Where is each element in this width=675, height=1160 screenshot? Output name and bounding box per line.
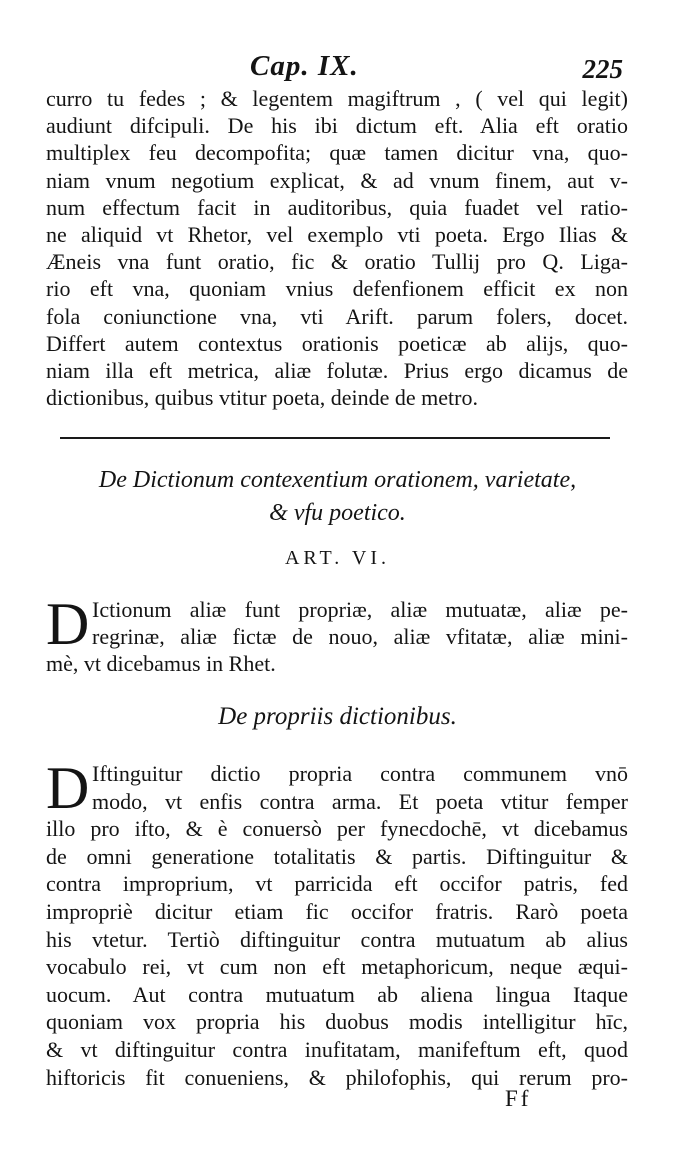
subheading: De propriis dictionibus.	[218, 703, 457, 730]
text-line: de omni generatione totalitatis & partis. Diftinguitur &	[46, 843, 628, 869]
text-line: modo, vt enfis contra arma. Et poeta vtitur femper	[92, 788, 628, 814]
text-line: contra improprium, vt parricida eft occifor patris, fed	[46, 871, 628, 897]
section-heading-line-1: De Dictionum contexentium orationem, varietate,	[98, 467, 577, 493]
text-line: regrinæ, aliæ fictæ de nouo, aliæ vfitatæ, aliæ mini-	[92, 624, 628, 650]
text-line: Differt autem contextus orationis poeticæ ab alijs, quo-	[46, 330, 628, 356]
page-number: 225	[582, 54, 623, 84]
text-line: curro tu fedes ; & legentem magiftrum , ( vel qui legit)	[46, 86, 628, 111]
text-line: mè, vt dicebamus in Rhet.	[46, 651, 276, 677]
running-head	[0, 50, 675, 90]
paragraph-3	[46, 755, 628, 1091]
text-line: audiunt difcipuli. De his ibi dictum eft. Alia eft oratio	[46, 113, 628, 139]
section-heading-line-2: & vfu poetico.	[269, 500, 406, 526]
text-line: Æneis vna funt oratio, fic & oratio Tullij pro Q. Liga-	[46, 249, 628, 275]
text-line: Ictionum aliæ funt propriæ, aliæ mutuatæ, aliæ pe-	[92, 597, 628, 622]
text-line: fola coniunctione vna, vti Arift. parum folers, docet.	[46, 303, 628, 329]
text-line: ne aliquid vt Rhetor, vel exemplo vti poeta. Ergo Ilias &	[46, 221, 628, 247]
chapter-title: Cap. IX.	[250, 50, 359, 82]
text-line: multiplex feu decompofita; quæ tamen dicitur vna, quo-	[46, 140, 628, 166]
text-line: dictionibus, quibus vtitur poeta, deinde de metro.	[46, 385, 478, 411]
article-label: ART. VI.	[284, 547, 391, 569]
signature-mark: Ff	[505, 1086, 532, 1111]
text-line: num effectum facit in auditoribus, quia fuadet vel ratio-	[46, 194, 628, 220]
text-line: illo pro ifto, & è conuersò per fynecdochē, vt dicebamus	[46, 816, 628, 842]
paragraph-2	[46, 591, 628, 678]
text-line: rio eft vna, quoniam vnius defenfionem efficit ex non	[46, 276, 628, 302]
text-line: Iftinguitur dictio propria contra communem vnō	[92, 761, 628, 786]
paragraph-1	[46, 85, 628, 411]
section-divider	[60, 437, 610, 439]
text-line: uocum. Aut contra mutuatum ab aliena lingua Itaque	[46, 981, 628, 1007]
drop-cap: D	[46, 591, 90, 657]
text-line: his vtetur. Tertiò diftinguitur contra mutuatum ab alius	[46, 926, 628, 952]
text-line: vocabulo rei, vt cum non eft metaphoricum, neque æqui-	[46, 954, 628, 980]
text-line: impropriè dicitur etiam fic occifor fratris. Rarò poeta	[46, 898, 628, 924]
text-line: & vt diftinguitur contra inufitatam, manifeftum eft, quod	[46, 1036, 628, 1062]
text-line: quoniam vox propria his duobus modis intelligitur hīc,	[46, 1009, 628, 1035]
drop-cap: D	[46, 755, 90, 821]
text-line: hiftoricis fit conueniens, & philofophis, qui rerum pro-	[46, 1064, 628, 1090]
text-line: niam illa eft metrica, aliæ folutæ. Prius ergo dicamus de	[46, 357, 628, 383]
text-line: niam vnum negotium explicat, & ad vnum finem, aut v-	[46, 167, 628, 193]
